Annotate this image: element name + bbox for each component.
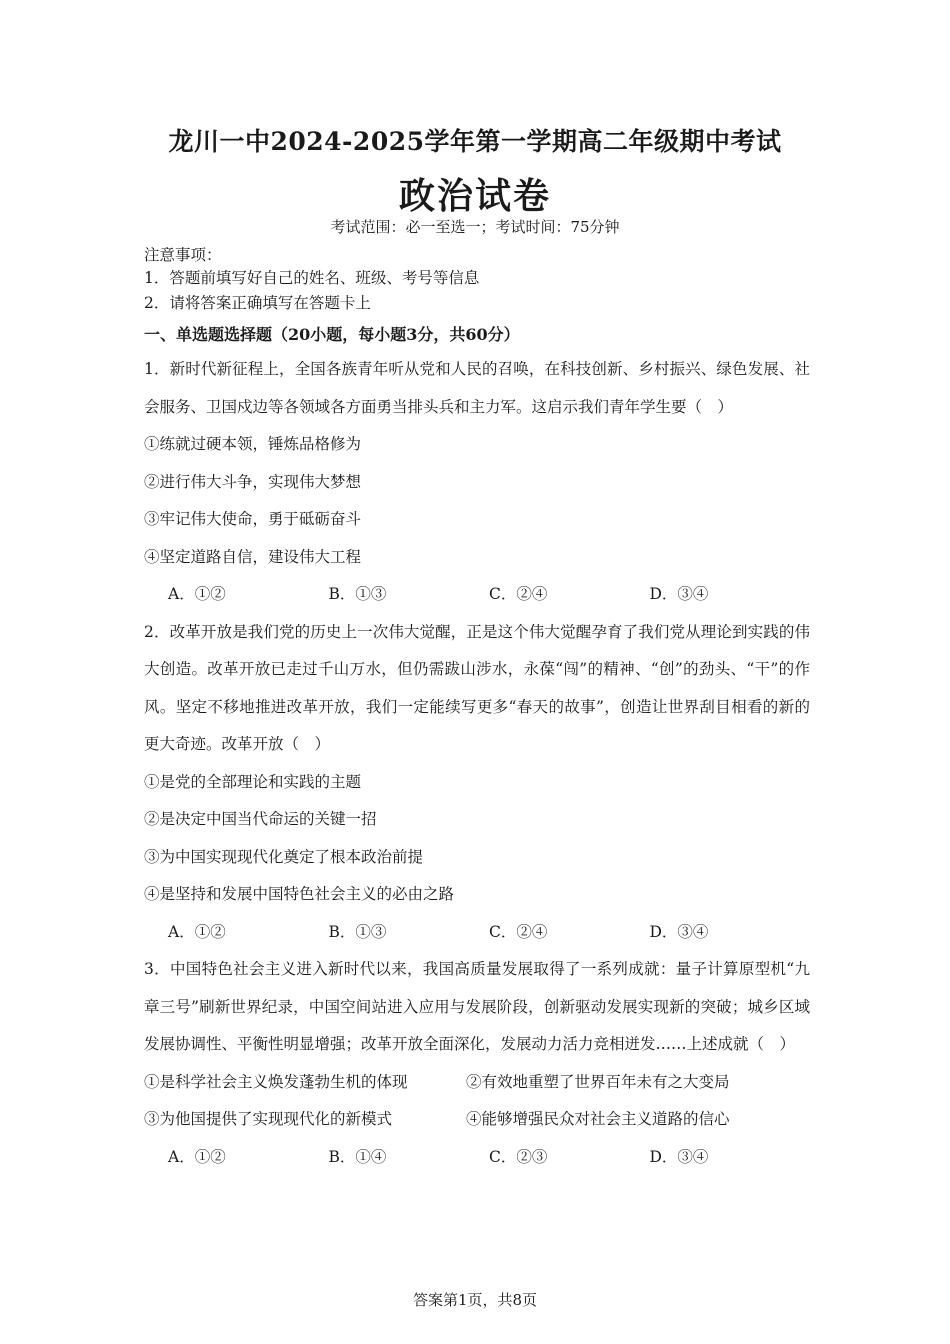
question-option: ①练就过硬本领，锤炼品格修为 (144, 435, 362, 453)
section-title: 一、单选题选择题（20小题，每小题3分，共60分） (144, 325, 520, 344)
choice-b: B．①④ (328, 1147, 387, 1166)
choice-a: A．①② (168, 1147, 226, 1166)
school-title: 龙川一中2024-2025学年第一学期高二年级期中考试 (168, 127, 782, 156)
choice-c: C．②④ (489, 585, 548, 603)
question-stem: 2．改革开放是我们党的历史上一次伟大觉醒，正是这个伟大觉醒孕育了我们党从理论到实践的伟大创造。改革开放已走过千山万水，但仍需跋山涉水，永葆“闯”的精神、“创”的劲头、“干”的作风。坚定不移地推进改革开放，我们一定能续写更多“春天的故事”，创造让世界刮目相看的新的更大奇迹。改革开放（ ） (144, 622, 810, 753)
option-row (144, 1064, 810, 1102)
question-option: ④是坚持和发展中国特色社会主义的必由之路 (144, 885, 455, 903)
subject-title: 政治试卷 (398, 175, 551, 217)
exam-info: 考试范围：必一至选一；考试时间：75分钟 (330, 218, 620, 236)
question-option: ②是决定中国当代命运的关键一招 (144, 810, 377, 828)
question-option: ②有效地重塑了世界百年未有之大变局 (466, 1072, 730, 1091)
answer-choices (144, 1139, 810, 1177)
question-option: ①是科学社会主义焕发蓬勃生机的体现 (144, 1072, 408, 1091)
choice-d: D．③④ (649, 585, 709, 603)
choice-d: D．③④ (649, 922, 709, 941)
choice-d: D．③④ (649, 1147, 709, 1166)
question-2 (144, 614, 810, 952)
question-option: ①是党的全部理论和实践的主题 (144, 772, 362, 791)
answer-choices (144, 576, 810, 614)
question-1 (144, 351, 810, 614)
question-option: ④能够增强民众对社会主义道路的信心 (466, 1110, 730, 1128)
question-option: ③为他国提供了实现现代化的新模式 (144, 1110, 393, 1128)
question-stem: 3．中国特色社会主义进入新时代以来，我国高质量发展取得了一系列成就：量子计算原型机“九章三号”刷新世界纪录，中国空间站进入应用与发展阶段，创新驱动发展实现新的突破；城乡区域发展协调性、平衡性明显增强；改革开放全面深化，发展动力活力竞相迸发……上述成就（ ） (144, 960, 810, 1053)
questions (144, 351, 810, 1176)
choice-b: B．①③ (328, 585, 387, 603)
choice-a: A．①② (168, 585, 226, 603)
question-3 (144, 951, 810, 1176)
question-stem: 1．新时代新征程上，全国各族青年听从党和人民的召唤，在科技创新、乡村振兴、绿色发展、社会服务、卫国戍边等各领域各方面勇当排头兵和主力军。这启示我们青年学生要（ ） (144, 360, 810, 416)
choice-c: C．②③ (489, 1147, 548, 1166)
notes-list (144, 266, 810, 316)
answer-choices (144, 914, 810, 952)
choice-b: B．①③ (328, 922, 387, 941)
choice-a: A．①② (168, 922, 226, 941)
notes-title: 注意事项： (144, 246, 222, 264)
page-footer: 答案第1页，共8页 (412, 1291, 538, 1309)
note-item: 2．请将答案正确填写在答题卡上 (144, 294, 371, 312)
note-item: 1．答题前填写好自己的姓名、班级、考号等信息 (144, 269, 480, 287)
option-row (144, 1101, 810, 1139)
choice-c: C．②④ (489, 922, 548, 941)
question-option: ②进行伟大斗争，实现伟大梦想 (144, 472, 362, 491)
question-option: ③为中国实现现代化奠定了根本政治前提 (144, 847, 424, 866)
question-option: ④坚定道路自信，建设伟大工程 (144, 547, 362, 566)
question-option: ③牢记伟大使命，勇于砥砺奋斗 (144, 510, 362, 528)
